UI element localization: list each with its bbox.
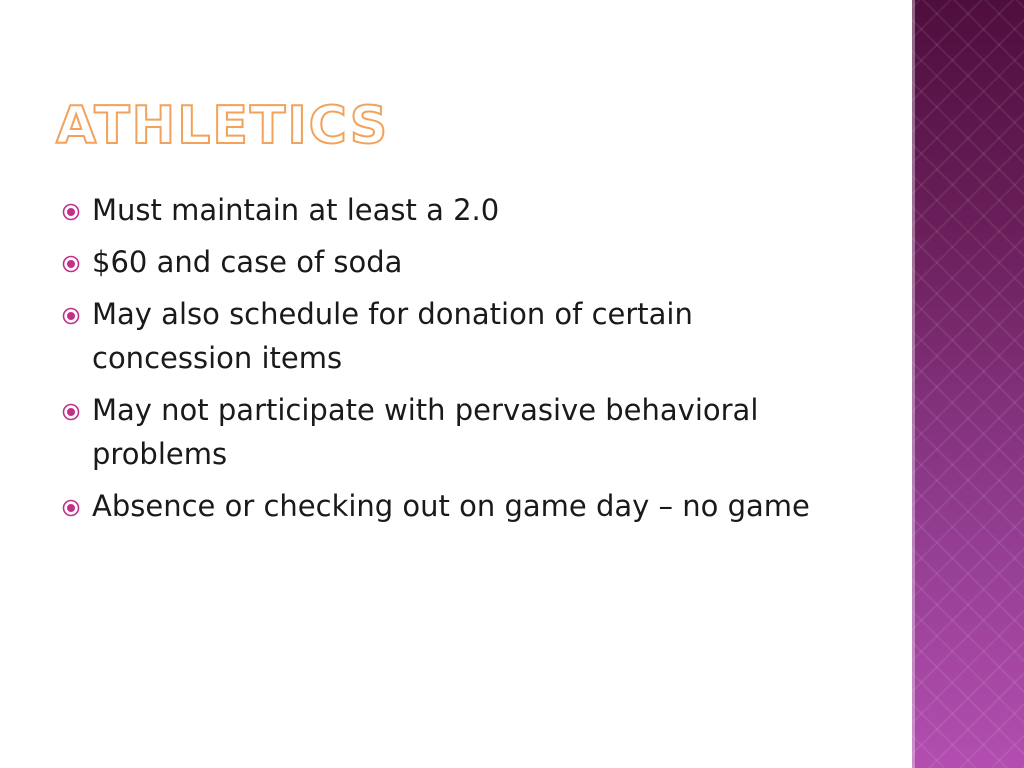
bullet-item	[62, 240, 822, 284]
bullet-item	[62, 188, 822, 232]
slide-title: ATHLETICS	[56, 96, 390, 156]
bullet-item	[62, 292, 822, 380]
bullet-item	[62, 484, 822, 528]
bullet-text: $60 and case of soda	[92, 245, 403, 279]
bullet-text: May also schedule for donation of certain concession items	[92, 297, 693, 375]
bullet-text: Must maintain at least a 2.0	[92, 193, 500, 227]
decorative-side-band	[912, 0, 1024, 768]
radio-bullet-icon	[62, 255, 80, 273]
radio-bullet-icon	[62, 307, 80, 325]
radio-bullet-icon	[62, 203, 80, 221]
bullet-list	[62, 188, 822, 536]
bullet-text: May not participate with pervasive behavioral problems	[92, 393, 759, 471]
bullet-item	[62, 388, 822, 476]
radio-bullet-icon	[62, 403, 80, 421]
bullet-text: Absence or checking out on game day – no game	[92, 489, 810, 523]
radio-bullet-icon	[62, 499, 80, 517]
